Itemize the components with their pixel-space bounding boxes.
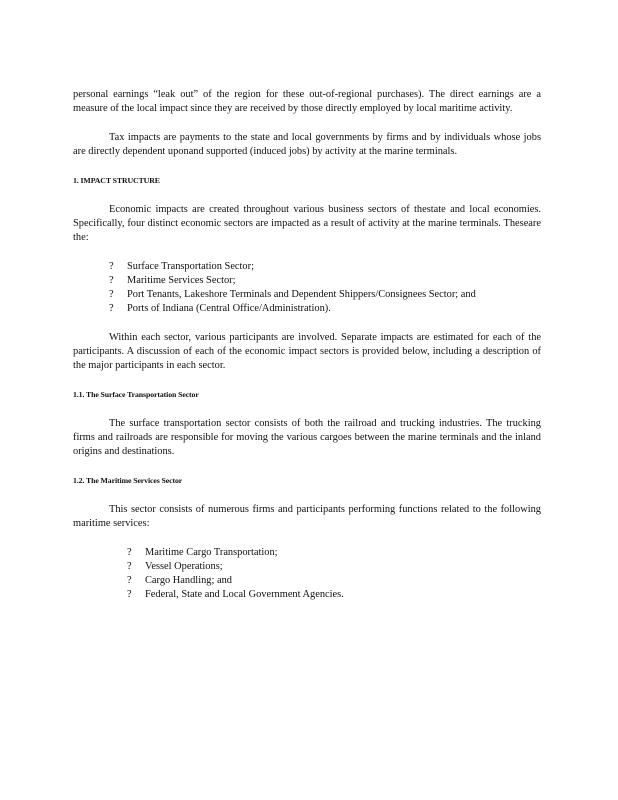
list-item (109, 288, 541, 302)
bullet-mark: ? (127, 575, 132, 586)
bullet-mark: ? (127, 547, 132, 558)
paragraph-tax-impacts: Tax impacts are payments to the state and local governments by firms and by individuals whose jobs are directly dependent uponand supported (induced jobs) by activity at the marine terminals. (73, 132, 541, 157)
list-item (109, 260, 541, 274)
list-item (109, 274, 541, 288)
heading-impact-structure: 1. IMPACT STRUCTURE (73, 176, 160, 185)
bullet-mark: ? (127, 589, 132, 600)
paragraph-participants: Within each sector, various participants are involved. Separate impacts are estimated for each of the participants. A discussion of each of the economic impact sectors is provided below, including a description of the major participants in each sector. (73, 332, 541, 371)
list-item-text: Ports of Indiana (Central Office/Administration). (127, 303, 331, 314)
list-item-text: Cargo Handling; and (145, 575, 232, 586)
list-item (127, 574, 541, 588)
bullet-mark: ? (109, 289, 114, 300)
services-list (127, 546, 541, 602)
list-item-text: Maritime Services Sector; (127, 275, 236, 286)
bullet-mark: ? (127, 561, 132, 572)
paragraph-direct-earnings: personal earnings “leak out” of the region for these out-of-regional purchases). The direct earnings are a measure of the local impact since they are received by those directly employed by local maritime activity. (73, 89, 541, 114)
paragraph-surface-transportation: The surface transportation sector consists of both the railroad and trucking industries. The trucking firms and railroads are responsible for moving the various cargoes between the marine terminals and the inland origins and destinations. (73, 418, 541, 457)
paragraph-economic-impacts: Economic impacts are created throughout various business sectors of thestate and local economies. Specifically, four distinct economic sectors are impacted as a result of activity at the marine terminals. Theseare the: (73, 204, 541, 243)
heading-maritime-services: 1.2. The Maritime Services Sector (73, 476, 183, 485)
list-item-text: Federal, State and Local Government Agencies. (145, 589, 344, 600)
list-item (127, 588, 541, 602)
list-item-text: Vessel Operations; (145, 561, 223, 572)
sectors-list (109, 260, 541, 316)
paragraph-maritime-services: This sector consists of numerous firms and participants performing functions related to the following maritime services: (73, 504, 541, 529)
list-item (127, 546, 541, 560)
list-item-text: Surface Transportation Sector; (127, 261, 254, 272)
list-item (127, 560, 541, 574)
list-item-text: Maritime Cargo Transportation; (145, 547, 278, 558)
list-item-text: Port Tenants, Lakeshore Terminals and Dependent Shippers/Consignees Sector; and (127, 289, 476, 300)
page-body (73, 88, 541, 602)
bullet-mark: ? (109, 275, 114, 286)
bullet-mark: ? (109, 261, 114, 272)
list-item (109, 302, 541, 316)
heading-surface-transportation: 1.1. The Surface Transportation Sector (73, 390, 199, 399)
bullet-mark: ? (109, 303, 114, 314)
